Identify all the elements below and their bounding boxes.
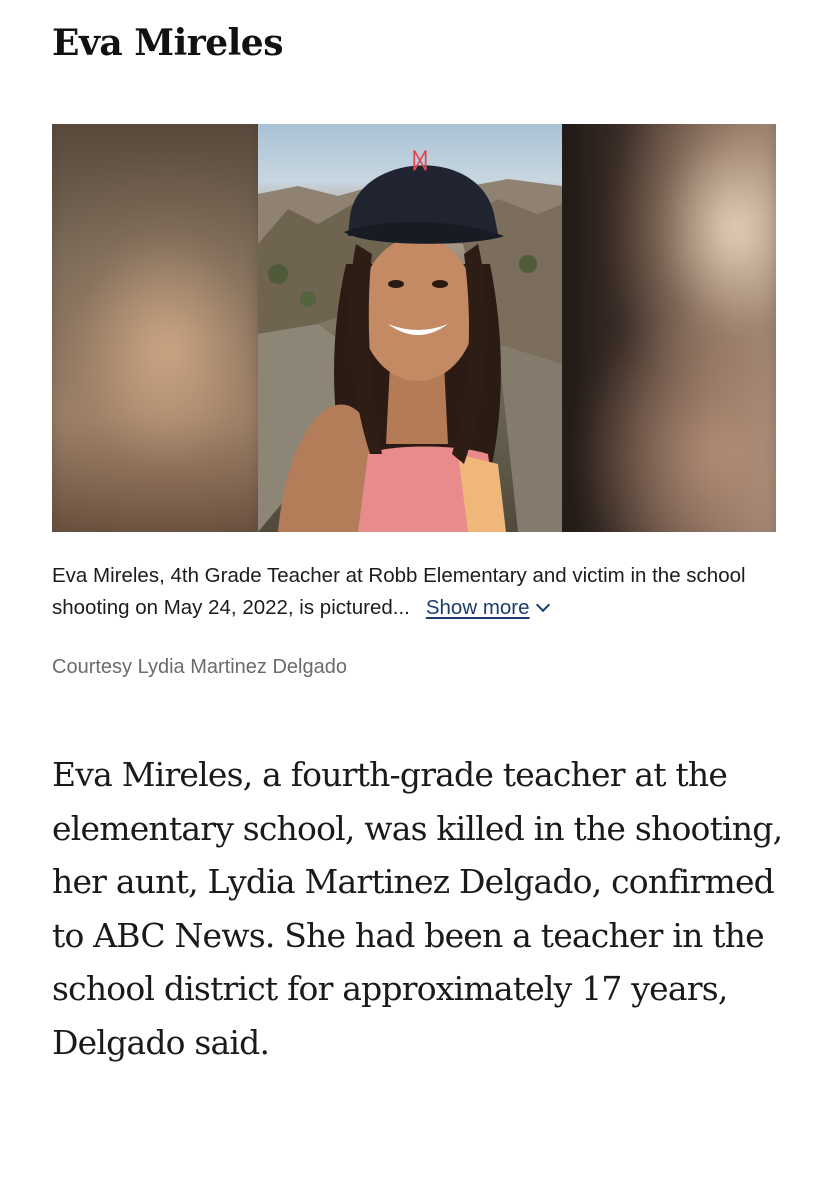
show-more-link[interactable] [426,596,548,619]
photo-caption [52,560,782,624]
article-body-paragraph: Eva Mireles, a fourth-grade teacher at the elementary school, was killed in the shooting, her aunt, Lydia Martinez Delgado, confirmed to ABC News. She had been a teacher in the school district for approximately 17 years, Delgado said. [52,755,783,1062]
article-title: Eva Mireles [52,22,283,64]
show-more-label: Show more [425,596,530,619]
caption-text: Eva Mireles, 4th Grade Teacher at Robb Elementary and victim in the school shooting on May 24, 2022, is pictured... [52,564,746,619]
chevron-down-icon [535,598,549,612]
cap-logo: ᛞ [413,149,427,174]
portrait-illustration [258,124,562,532]
photo-blur-left [52,124,268,532]
article-photo[interactable] [52,124,776,532]
photo-credit: Courtesy Lydia Martinez Delgado [52,656,347,678]
photo-blur-right [551,124,776,532]
portrait-image [258,124,562,532]
